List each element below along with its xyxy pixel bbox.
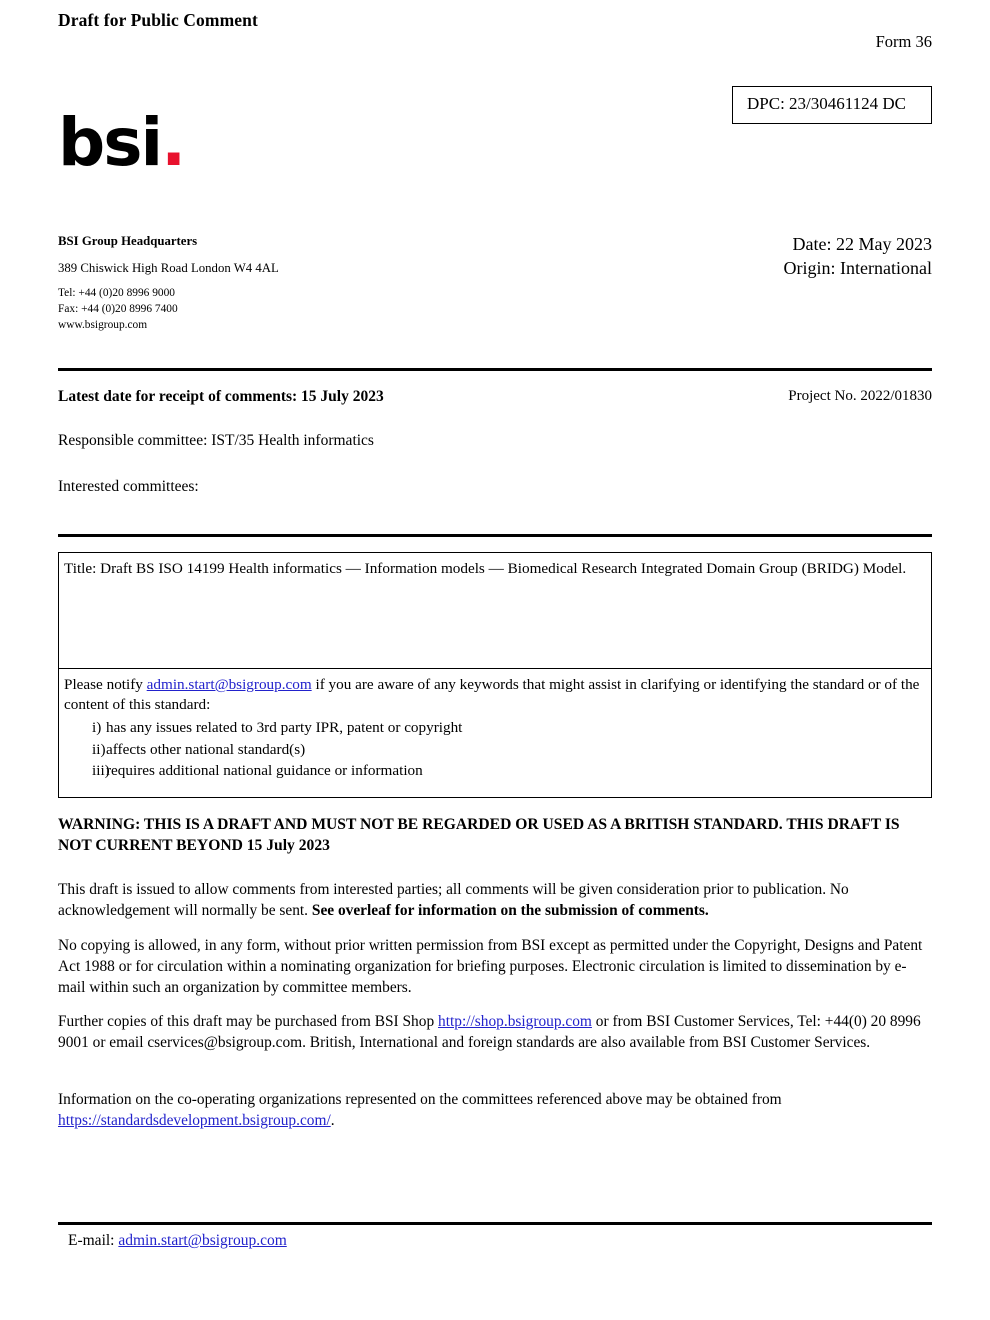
body-paragraph-4 [58, 1090, 932, 1132]
bsi-logo [58, 104, 185, 181]
notify-list [64, 718, 928, 781]
interested-committees: Interested committees: [58, 478, 199, 495]
list-item-number: i) [92, 719, 102, 737]
page-title: Draft for Public Comment [58, 10, 258, 30]
footer-email-label: E-mail: [68, 1232, 119, 1249]
paragraph-3-text-after: or from BSI Customer Services, Tel: +44(0) 20 8996 9001 or email cservices@bsigroup.com. British, International and foreign standards are also available from BSI Customer Services. [58, 1013, 921, 1051]
body-paragraph-3 [58, 1012, 932, 1054]
logo-text: bsi [58, 104, 162, 181]
address-fax: Fax: +44 (0)20 8996 7400 [58, 302, 178, 315]
divider-top [58, 368, 932, 371]
standard-title-box: Title: Draft BS ISO 14199 Health informatics — Information models — Biomedical Research Integrated Domain Group (BRIDG) Model. [58, 552, 932, 668]
list-item-text: affects other national standard(s) [106, 740, 306, 758]
list-item [64, 718, 928, 738]
list-item-text: has any issues related to 3rd party IPR, patent or copyright [106, 719, 463, 737]
footer-email-link[interactable]: admin.start@bsigroup.com [118, 1232, 287, 1249]
list-item-number: iii) [92, 761, 110, 779]
address-street: 389 Chiswick High Road London W4 4AL [58, 260, 279, 275]
header-row [58, 0, 932, 56]
dpc-number-box: DPC: 23/30461124 DC [732, 86, 932, 124]
divider-middle [58, 534, 932, 537]
footer-email-row [68, 1232, 287, 1250]
comments-row [58, 388, 932, 406]
paragraph-3-text-before: Further copies of this draft may be purchased from BSI Shop [58, 1013, 438, 1030]
divider-footer [58, 1222, 932, 1225]
standards-development-link[interactable]: https://standardsdevelopment.bsigroup.com/ [58, 1111, 331, 1129]
paragraph-1-emphasis: See overleaf for information on the submission of comments. [311, 901, 709, 919]
latest-date-label: Latest date for receipt of comments: 15 July 2023 [58, 388, 384, 405]
notify-paragraph [64, 675, 928, 715]
bsi-shop-link[interactable]: http://shop.bsigroup.com [438, 1013, 592, 1030]
body-paragraph-2: No copying is allowed, in any form, without prior written permission from BSI except as permitted under the Copyright, Designs and Patent Act 1988 or for circulation within a nominating organization for briefing purposes. Electronic circulation is limited to dissemination by e-mail within such an organization by committee members. [58, 937, 923, 996]
address-web: www.bsigroup.com [58, 318, 148, 331]
warning-text: WARNING: THIS IS A DRAFT AND MUST NOT BE REGARDED OR USED AS A BRITISH STANDARD. THIS DRAFT IS NOT CURRENT BEYOND 15 July 2023 [58, 816, 900, 855]
notify-lead-before: Please notify [64, 676, 147, 693]
address-tel: Tel: +44 (0)20 8996 9000 [58, 287, 175, 300]
address-org: BSI Group Headquarters [58, 234, 198, 248]
list-item-number: ii) [92, 740, 106, 758]
project-number: Project No. 2022/01830 [788, 388, 932, 404]
meta-origin: Origin: International [783, 258, 932, 279]
form-number: Form 36 [875, 32, 932, 51]
meta-date: Date: 22 May 2023 [792, 234, 932, 254]
paragraph-4-text-after: . [330, 1111, 335, 1129]
list-item [64, 761, 928, 781]
notify-lead-after: if you are aware of any keywords that might assist in clarifying or identifying the standard or of the content of this standard: [64, 676, 920, 714]
notify-email-link[interactable]: admin.start@bsigroup.com [146, 676, 312, 693]
responsible-committee: Responsible committee: IST/35 Health informatics [58, 432, 374, 449]
notify-box [58, 668, 932, 798]
list-item [64, 740, 928, 760]
logo-dot: . [161, 104, 185, 181]
meta-block [784, 232, 932, 281]
body-paragraph-1 [58, 880, 932, 922]
address-block [58, 232, 279, 333]
paragraph-4-text-before: Information on the co-operating organizations represented on the committees referenced above may be obtained from [58, 1091, 782, 1108]
paragraph-1-text: This draft is issued to allow comments from interested parties; all comments will be given consideration prior to publication. No acknowledgement will normally be sent. [58, 881, 849, 919]
list-item-text: requires additional national guidance or information [106, 761, 423, 779]
